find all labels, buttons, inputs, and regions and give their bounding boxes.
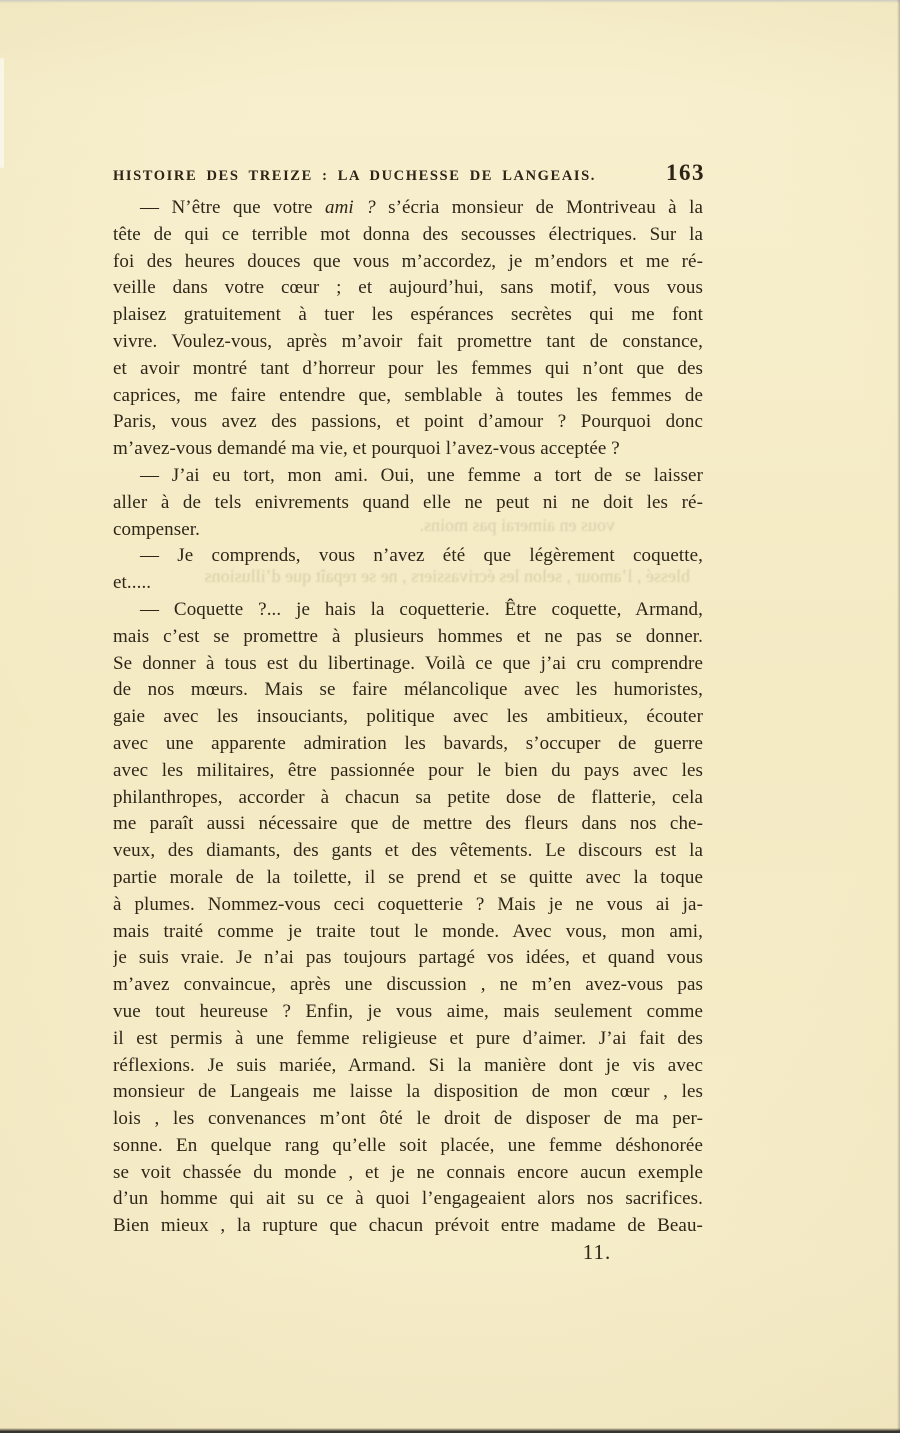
text-line: et avoir montré tant d’horreur pour les femmes qui n’ont que des xyxy=(113,357,703,379)
text-line: philanthropes, accorder à chacun sa petite dose de flatterie, cela xyxy=(113,786,703,808)
text-line: aller à de tels enivrements quand elle ne peut ni ne doit les ré- xyxy=(113,491,703,513)
scan-edge-left xyxy=(0,58,4,168)
text-line: Se donner à tous est du libertinage. Voilà ce que j’ai cru comprendre xyxy=(113,652,703,674)
text-line: — J’ai eu tort, mon ami. Oui, une femme a tort de se laisser xyxy=(140,464,703,486)
text-line: de nos mœurs. Mais se faire mélancolique avec les humoristes, xyxy=(113,679,703,701)
text-line: avec une apparente admiration les bavards, s’occuper de guerre xyxy=(113,732,703,754)
text-line: réflexions. Je suis mariée, Armand. Si la manière dont je vis avec xyxy=(113,1054,703,1076)
text-line: m’avez-vous demandé ma vie, et pourquoi l’avez-vous acceptée ? xyxy=(113,438,620,460)
text-line: mais c’est se promettre à plusieurs hommes et ne pas se donner. xyxy=(113,625,703,647)
text-line: — Je comprends, vous n’avez été que légèrement coquette, xyxy=(140,545,703,567)
page-number: 163 xyxy=(666,160,705,185)
text-line: Paris, vous avez des passions, et point d’amour ? Pourquoi donc xyxy=(113,411,703,433)
text-line: me paraît aussi nécessaire que de mettre des fleurs dans nos che- xyxy=(113,813,703,835)
text-line: et..... xyxy=(113,572,152,594)
text-line: se voit chassée du monde , et je ne connais encore aucun exemple xyxy=(113,1161,703,1183)
text-line: caprices, me faire entendre que, semblable à toutes les femmes de xyxy=(113,384,703,406)
italic-text-segment: ami ? xyxy=(324,197,376,218)
text-line: gaie avec les insouciants, politique avec les ambitieux, écouter xyxy=(113,706,703,728)
text-line: vue tout heureuse ? Enfin, je vous aime, mais seulement comme xyxy=(113,1000,703,1022)
scan-edge-top xyxy=(0,0,900,3)
text-line: tête de qui ce terrible mot donna des secousses électriques. Sur la xyxy=(113,223,703,245)
text-line: lois , les convenances m’ont ôté le droit de disposer de ma per- xyxy=(113,1108,703,1130)
scan-edge-bottom xyxy=(0,1428,900,1433)
text-line xyxy=(113,195,703,222)
text-line: veux, des diamants, des gants et des vêtements. Le discours est la xyxy=(113,840,703,862)
verso-show-through-text: vous en aimerai pas moins. xyxy=(419,515,615,535)
text-block xyxy=(113,195,703,1240)
text-line: foi des heures douces que vous m’accordez, je m’endors et me ré- xyxy=(113,250,703,272)
text-line: monsieur de Langeais me laisse la disposition de mon cœur , les xyxy=(113,1081,703,1103)
text-line: plaisez gratuitement à tuer les espérances secrètes qui me font xyxy=(113,304,703,326)
text-line: veille dans votre cœur ; et aujourd’hui, sans motif, vous vous xyxy=(113,277,703,299)
text-line: avec les militaires, être passionnée pour le bien du pays avec les xyxy=(113,759,703,781)
text-line: d’un homme qui ait su ce à quoi l’engageaient alors nos sacrifices. xyxy=(113,1188,703,1210)
running-header-title: HISTOIRE DES TREIZE : LA DUCHESSE DE LANGEAIS. xyxy=(113,168,597,184)
signature-mark: 11. xyxy=(582,1240,612,1264)
verso-show-through-text: blessé , l’amour , selon les écrivassiers , ne se repaît que d’illusions xyxy=(204,566,690,586)
text-line: à plumes. Nommez-vous ceci coquetterie ? Mais je ne vous ai ja- xyxy=(113,893,703,915)
text-line: compenser. xyxy=(113,518,201,540)
text-line: je suis vraie. Je n’ai pas toujours partagé vos idées, et quand vous xyxy=(113,947,703,969)
text-line: sonne. En quelque rang qu’elle soit placée, une femme déshonorée xyxy=(113,1134,703,1156)
text-segment: s’écria monsieur de Montriveau à la xyxy=(375,197,703,218)
text-line: — Coquette ?... je hais la coquetterie. Être coquette, Armand, xyxy=(140,598,703,620)
text-line: il est permis à une femme religieuse et pure d’aimer. J’ai fait des xyxy=(113,1027,703,1049)
text-line: vivre. Voulez-vous, après m’avoir fait promettre tant de constance, xyxy=(113,330,703,352)
text-line: m’avez convaincue, après une discussion , ne m’en avez-vous pas xyxy=(113,974,703,996)
running-header xyxy=(113,161,705,185)
text-line: mais traité comme je traite tout le monde. Avec vous, mon ami, xyxy=(113,920,703,942)
text-line: Bien mieux , la rupture que chacun prévoit entre madame de Beau- xyxy=(113,1215,703,1237)
text-line: partie morale de la toilette, il se prend et se quitte avec la toque xyxy=(113,866,703,888)
text-segment: — N’être que votre xyxy=(140,197,325,218)
